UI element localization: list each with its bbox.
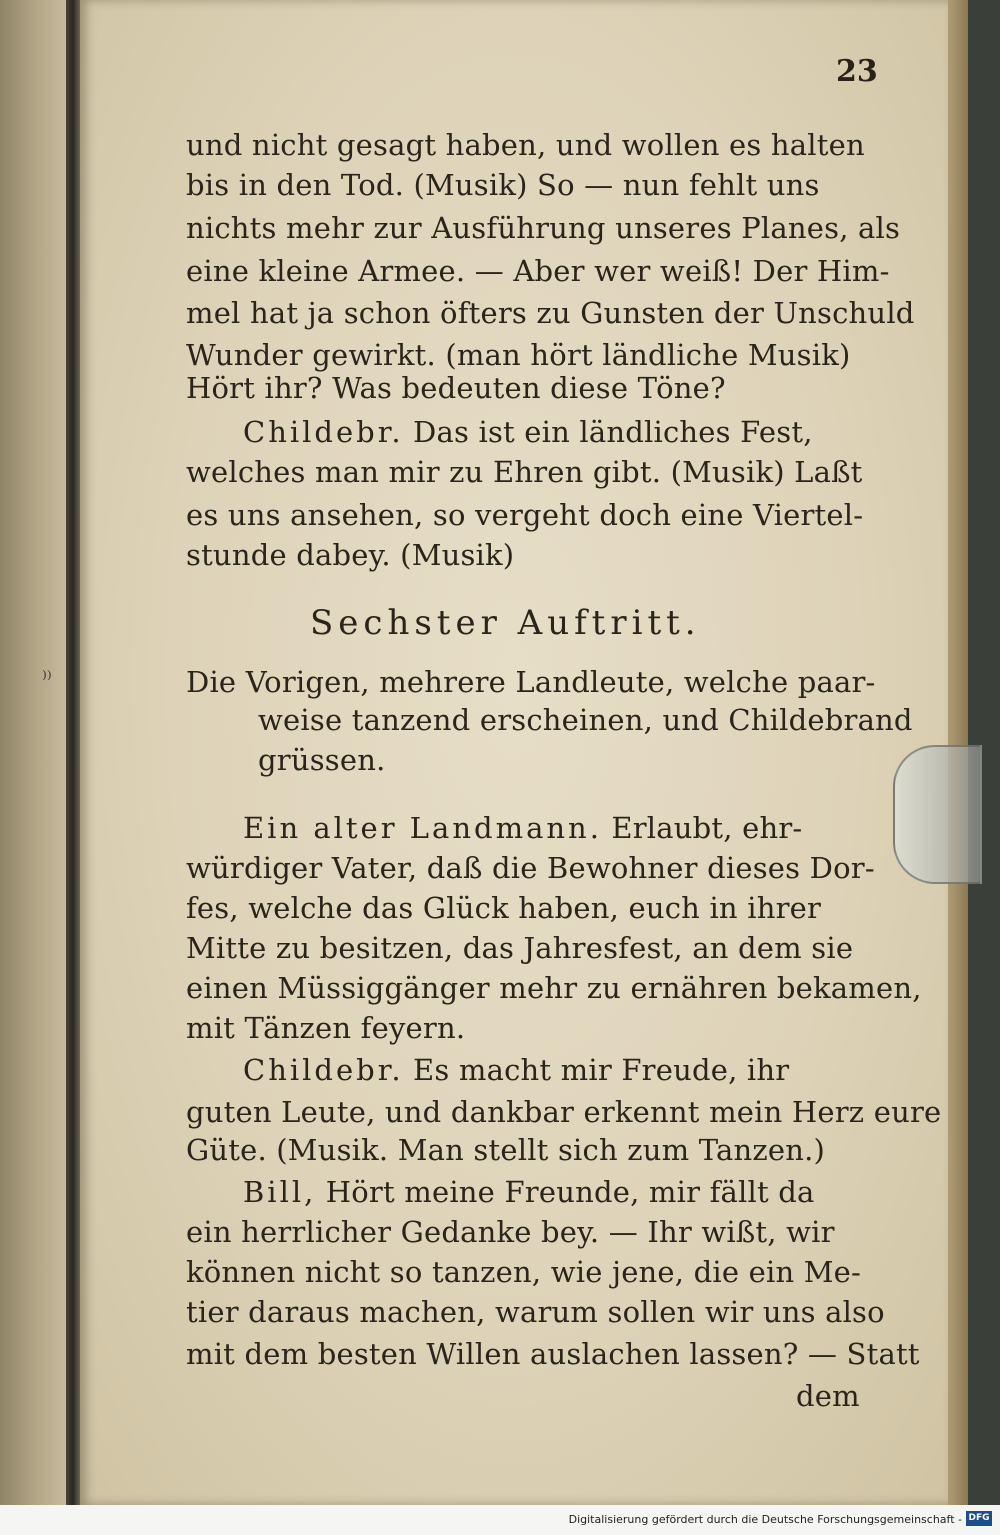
text-line: einen Müssiggänger mehr zu ernähren bekamen, (186, 971, 922, 1005)
text-line: guten Leute, und dankbar erkennt mein Herz eure (186, 1095, 942, 1129)
text-line: es uns ansehen, so vergeht doch eine Viertel- (186, 498, 864, 532)
speech-text: Hört meine Freunde, mir fällt da (325, 1175, 815, 1209)
text-line: können nicht so tanzen, wie jene, die ein Me- (186, 1255, 862, 1289)
stage-direction-line: weise tanzend erscheinen, und Childebrand (258, 703, 913, 737)
page-clip (893, 745, 982, 884)
stage-direction-line: grüssen. (258, 743, 386, 777)
text-line: ein herrlicher Gedanke bey. — Ihr wißt, wir (186, 1215, 835, 1249)
speech-first-line (243, 1050, 789, 1090)
text-line: nichts mehr zur Ausführung unseres Planes, als (186, 211, 901, 245)
speech-text: Erlaubt, ehr- (611, 811, 803, 845)
speaker-name: Childebr. (243, 1053, 404, 1087)
text-line: eine kleine Armee. — Aber wer weiß! Der Him- (186, 254, 890, 288)
text-line: mel hat ja schon öfters zu Gunsten der Unschuld (186, 296, 915, 330)
speaker-name: Childebr. (243, 415, 404, 449)
left-page-edge (0, 0, 72, 1535)
text-line: Hört ihr? Was bedeuten diese Töne? (186, 371, 726, 405)
text-line: Wunder gewirkt. (man hört ländliche Musik) (186, 338, 851, 372)
book-gutter (66, 0, 80, 1535)
speech-text: Das ist ein ländliches Fest, (413, 415, 813, 449)
catchword: dem (796, 1379, 860, 1413)
stage-direction-line: Die Vorigen, mehrere Landleute, welche paar- (186, 665, 876, 699)
speaker-name: Bill, (243, 1175, 317, 1209)
margin-mark: ⁾⁾ (42, 666, 52, 690)
text-line: Güte. (Musik. Man stellt sich zum Tanzen.) (186, 1133, 826, 1167)
text-line: welches man mir zu Ehren gibt. (Musik) Laßt (186, 455, 863, 489)
speech-text: Es macht mir Freude, ihr (413, 1053, 790, 1087)
text-line: fes, welche das Glück haben, euch in ihrer (186, 891, 822, 925)
speech-first-line (243, 412, 813, 452)
text-line: tier daraus machen, warum sollen wir uns also (186, 1295, 885, 1329)
text-line: mit dem besten Willen auslachen lassen? — Statt (186, 1337, 920, 1371)
scene-heading: Sechster Auftritt. (310, 603, 701, 643)
text-line: bis in den Tod. (Musik) So — nun fehlt uns (186, 168, 820, 202)
text-line: würdiger Vater, daß die Bewohner dieses Dor- (186, 851, 875, 885)
text-line: Mitte zu besitzen, das Jahresfest, an dem sie (186, 931, 854, 965)
speech-first-line (243, 1172, 814, 1212)
footer-credit: Digitalisierung gefördert durch die Deutsche Forschungsgemeinschaft - (568, 1513, 962, 1526)
dfg-logo: DFG (966, 1511, 992, 1526)
page-number: 23 (836, 54, 878, 89)
speech-first-line (243, 808, 802, 848)
text-line: stunde dabey. (Musik) (186, 538, 515, 572)
text-line: mit Tänzen feyern. (186, 1011, 466, 1045)
speaker-name: Ein alter Landmann. (243, 811, 602, 845)
text-line: und nicht gesagt haben, und wollen es halten (186, 128, 865, 162)
